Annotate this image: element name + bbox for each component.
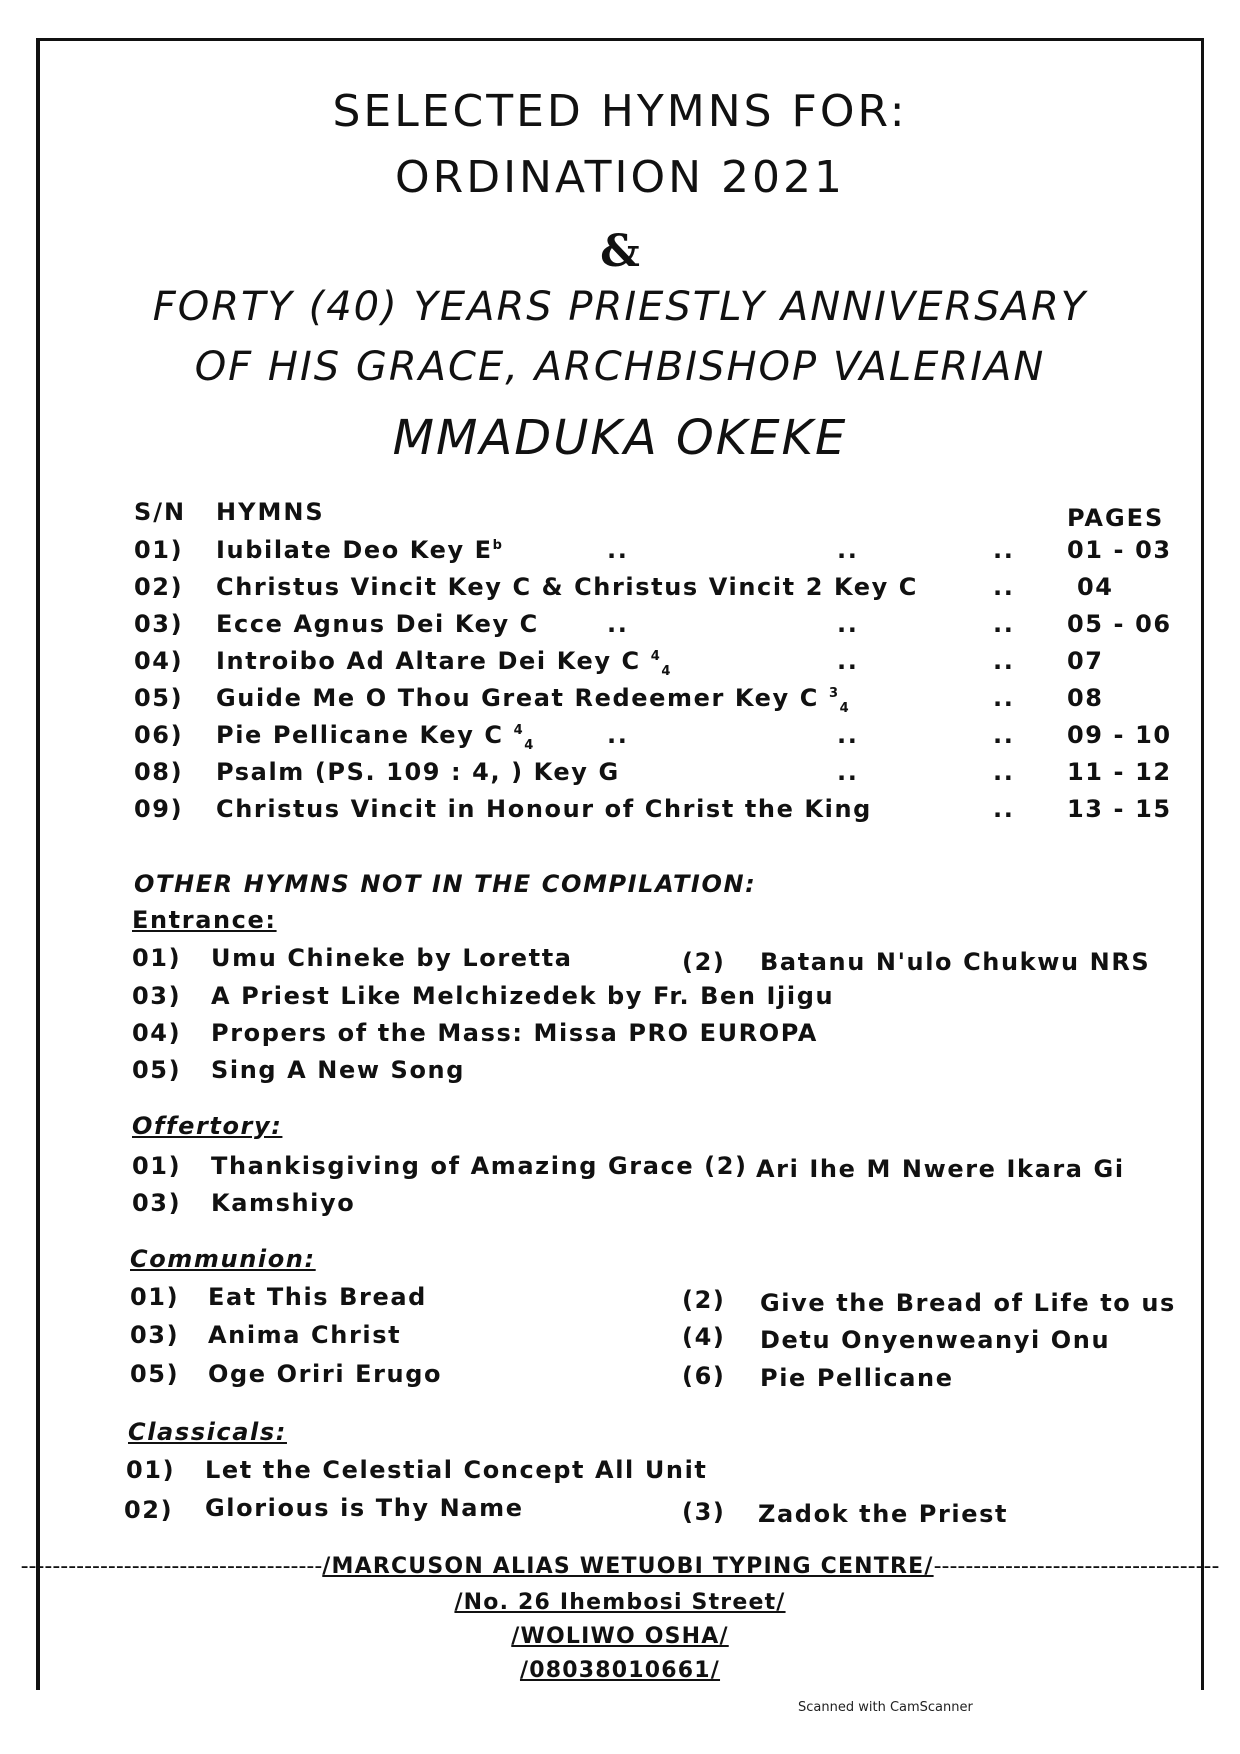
title-line-1: SELECTED HYMNS FOR: — [332, 86, 908, 137]
entrance-hymn: Umu Chineke by Loretta — [211, 944, 573, 972]
scanner-watermark: Scanned with CamScanner — [798, 1700, 973, 1715]
offertory-hymn: Ari Ihe M Nwere Ikara Gi — [756, 1155, 1125, 1183]
entrance-hymn: Batanu N'ulo Chukwu NRS — [760, 948, 1151, 976]
header-pages: PAGES — [1067, 504, 1165, 532]
entrance-hymn: Sing A New Song — [211, 1056, 465, 1084]
leader-dots: .. — [993, 647, 1015, 675]
header-hymns: HYMNS — [216, 498, 325, 526]
leader-dots: .. — [837, 536, 859, 564]
hymn-row — [0, 610, 1240, 646]
classicals-sn: 02) — [124, 1496, 174, 1524]
hymn-row — [0, 684, 1240, 720]
time-sig-bottom: 4 — [839, 700, 851, 716]
leader-dots: .. — [837, 721, 859, 749]
hymn-pages: 07 — [1067, 647, 1104, 675]
leader-dots: .. — [993, 684, 1015, 712]
hymn-row — [0, 647, 1240, 683]
leader-dots: .. — [607, 721, 629, 749]
communion-sn: (2) — [682, 1286, 726, 1314]
communion-hymn: Give the Bread of Life to us — [760, 1289, 1176, 1317]
communion-hymn: Detu Onyenweanyi Onu — [760, 1326, 1111, 1354]
classicals-hymn: Glorious is Thy Name — [205, 1494, 524, 1522]
time-sig-bottom: 4 — [524, 737, 535, 753]
classicals-hymn: Let the Celestial Concept All Unit — [205, 1456, 708, 1484]
key-flat: b — [492, 538, 504, 553]
footer-town-text: /WOLIWO OSHA/ — [511, 1624, 729, 1649]
offertory-hymn: Thankisgiving of Amazing Grace (2) — [211, 1152, 748, 1180]
hymn-row — [0, 758, 1240, 794]
hymn-pages: 04 — [1077, 573, 1114, 601]
communion-hymn: Eat This Bread — [208, 1283, 427, 1311]
leader-dots: .. — [993, 721, 1015, 749]
title-line-4: OF HIS GRACE, ARCHBISHOP VALERIAN — [194, 344, 1046, 390]
hymn-title: Christus Vincit in Honour of Christ the King — [216, 795, 872, 823]
hymn-pages: 13 - 15 — [1067, 795, 1172, 823]
hymn-row — [0, 573, 1240, 609]
footer-typing-centre — [0, 1554, 1240, 1579]
offertory-label: Offertory: — [132, 1112, 283, 1140]
footer-street: /No. 26 Ihembosi Street/ — [454, 1590, 786, 1615]
leader-dots: .. — [607, 536, 629, 564]
hymn-pages: 09 - 10 — [1067, 721, 1172, 749]
offertory-sn: 03) — [132, 1189, 182, 1217]
leader-dots: .. — [837, 610, 859, 638]
footer-phone — [0, 1658, 1240, 1683]
offertory-hymn: Kamshiyo — [211, 1189, 356, 1217]
hymn-title-text: Guide Me O Thou Great Redeemer Key C — [216, 684, 819, 712]
footer-centre-name: /MARCUSON ALIAS WETUOBI TYPING CENTRE/ — [322, 1554, 934, 1579]
communion-sn: (6) — [682, 1362, 726, 1390]
hymn-title — [216, 684, 850, 716]
communion-sn: (4) — [682, 1323, 726, 1351]
classicals-sn: (3) — [682, 1498, 726, 1526]
title-ampersand: & — [600, 226, 640, 277]
entrance-sn: 04) — [132, 1019, 182, 1047]
communion-sn: 03) — [130, 1321, 180, 1349]
leader-dots: .. — [607, 610, 629, 638]
leader-dots: .. — [993, 758, 1015, 786]
entrance-sn: (2) — [682, 948, 726, 976]
hymn-title — [216, 721, 535, 753]
hymn-title: Christus Vincit Key C & Christus Vincit 2 Key C — [216, 573, 919, 601]
classicals-hymn: Zadok the Priest — [758, 1500, 1009, 1528]
hymn-row — [0, 795, 1240, 831]
hymn-title-text: Introibo Ad Altare Dei Key C — [216, 647, 641, 675]
entrance-hymn: Propers of the Mass: Missa PRO EUROPA — [211, 1019, 818, 1047]
entrance-sn: 03) — [132, 982, 182, 1010]
hymn-pages: 01 - 03 — [1067, 536, 1172, 564]
hymn-row — [0, 721, 1240, 757]
footer-phone-text: /08038010661/ — [519, 1658, 721, 1683]
leader-dots: .. — [993, 610, 1015, 638]
hymn-sn: 09) — [134, 795, 184, 823]
entrance-sn: 01) — [132, 944, 182, 972]
entrance-hymn: A Priest Like Melchizedek by Fr. Ben Ijigu — [211, 982, 835, 1010]
offertory-sn: 01) — [132, 1152, 182, 1180]
hymn-sn: 05) — [134, 684, 184, 712]
hymn-pages: 08 — [1067, 684, 1104, 712]
classicals-label: Classicals: — [128, 1418, 287, 1446]
classicals-sn: 01) — [126, 1456, 176, 1484]
hymn-pages: 05 - 06 — [1067, 610, 1172, 638]
hymn-title: Ecce Agnus Dei Key C — [216, 610, 539, 638]
communion-sn: 05) — [130, 1360, 180, 1388]
communion-hymn: Oge Oriri Erugo — [208, 1360, 443, 1388]
title-line-5: MMADUKA OKEKE — [392, 410, 848, 466]
time-sig-top: 4 — [513, 723, 525, 738]
time-sig-top: 3 — [828, 686, 840, 701]
communion-hymn: Anima Christ — [208, 1321, 402, 1349]
other-hymns-heading: OTHER HYMNS NOT IN THE COMPILATION: — [134, 870, 757, 898]
communion-sn: 01) — [130, 1283, 180, 1311]
hymn-title — [216, 647, 672, 679]
entrance-label: Entrance: — [132, 906, 277, 934]
footer-address — [0, 1590, 1240, 1615]
communion-hymn: Pie Pellicane — [760, 1364, 954, 1392]
hymn-sn: 02) — [134, 573, 184, 601]
entrance-sn: 05) — [132, 1056, 182, 1084]
hymn-title: Psalm (PS. 109 : 4, ) Key G — [216, 758, 620, 786]
hymn-title — [216, 536, 504, 564]
hymn-row — [0, 536, 1240, 572]
leader-dots: .. — [993, 536, 1015, 564]
hymn-sn: 06) — [134, 721, 184, 749]
footer-town — [0, 1624, 1240, 1649]
title-line-2: ORDINATION 2021 — [394, 152, 846, 203]
footer-dashes-left: -------------------------------------- — [20, 1554, 323, 1579]
time-sig-bottom: 4 — [661, 663, 673, 679]
footer-dashes-right: ------------------------------------ — [933, 1554, 1220, 1579]
hymn-title-text: Pie Pellicane Key C — [216, 721, 504, 749]
hymn-sn: 08) — [134, 758, 184, 786]
communion-label: Communion: — [130, 1245, 316, 1273]
leader-dots: .. — [837, 758, 859, 786]
hymn-pages: 11 - 12 — [1067, 758, 1172, 786]
leader-dots: .. — [993, 573, 1015, 601]
time-sig-top: 4 — [650, 649, 662, 664]
leader-dots: .. — [993, 795, 1015, 823]
hymn-title-text: Iubilate Deo Key E — [216, 536, 493, 564]
hymn-sn: 04) — [134, 647, 184, 675]
hymn-sn: 01) — [134, 536, 184, 564]
hymn-sn: 03) — [134, 610, 184, 638]
leader-dots: .. — [837, 647, 859, 675]
header-sn: S/N — [134, 498, 187, 526]
title-line-3: FORTY (40) YEARS PRIESTLY ANNIVERSARY — [152, 284, 1088, 330]
